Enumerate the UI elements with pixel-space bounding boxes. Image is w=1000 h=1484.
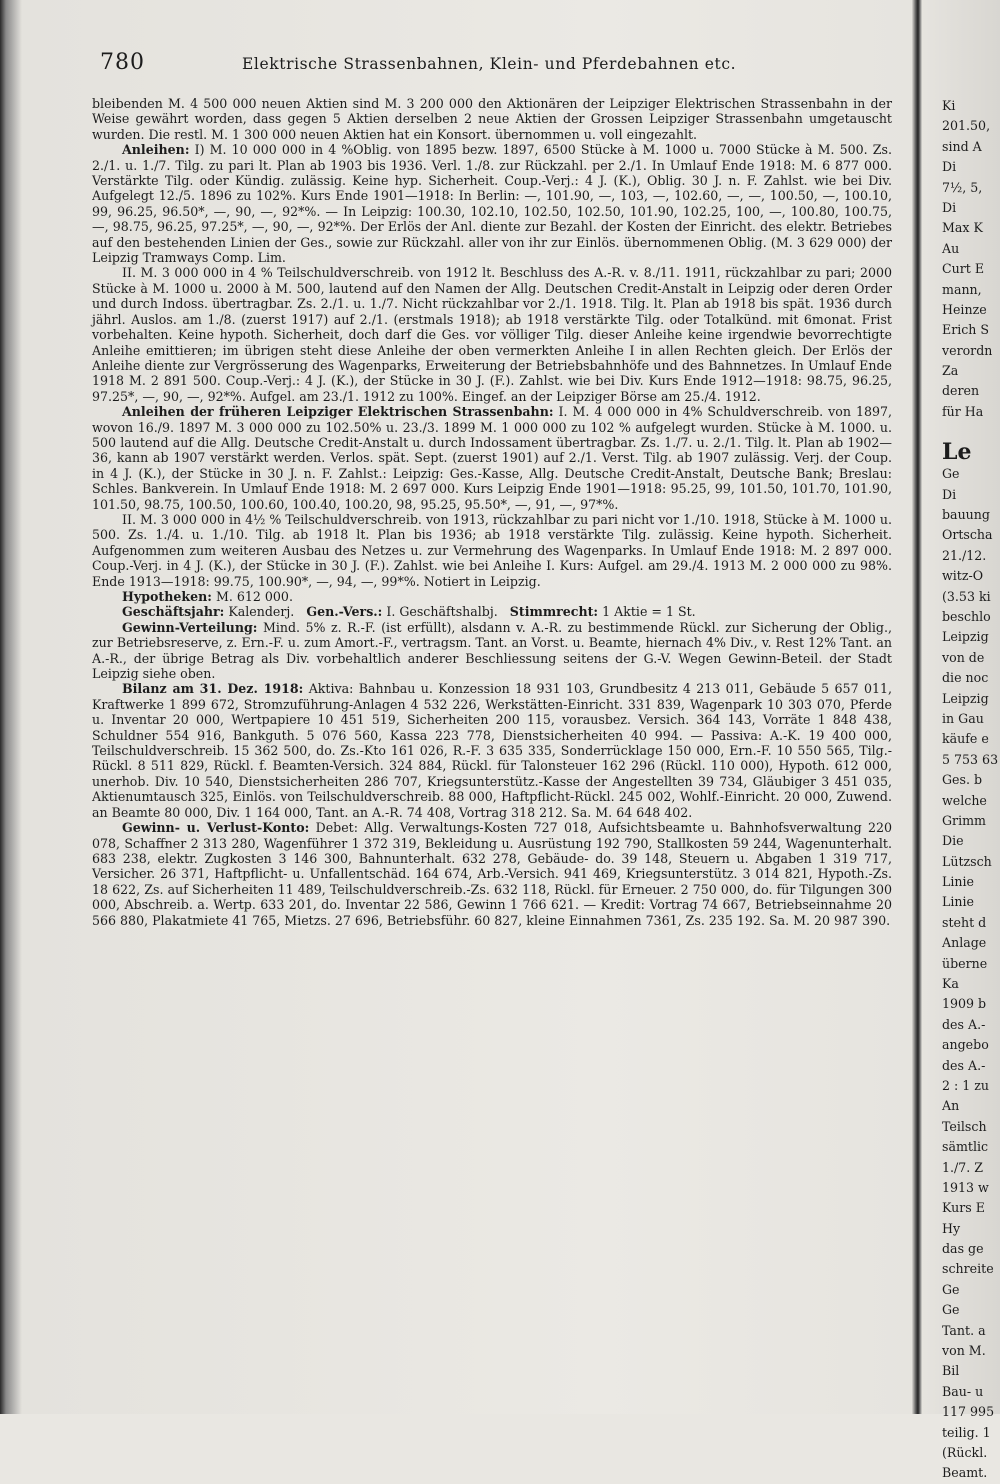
side-fragment-line: Ge xyxy=(942,1281,960,1297)
side-fragment-line: Die xyxy=(942,833,964,849)
text-anleihen-frueher: I. M. 4 000 000 in 4% Schuldverschreib. von 1897, wovon 16./9. 1897 M. 3 000 000 zu 102.50% u. 23./3. 1899 M. 1 000 000 zu 102 % aufgelegt wurden. Stücke à M. 1000. u. 500 lautend auf die Allg. Deutsche Credit-Anstalt u. durch Indossament übertragbar. Zs. 1./7. u. 2./1. Tilg. lt. Plan ab 1902—36, kann ab 1907 verstärkt werden. Verlos. spät. Sept. (zuerst 1901) auf 2./1. Verst. Tilg. ab 1907 zulässig. Verj. der Coup. in 4 J. (K.), der Stücke in 30 J. n. F. Zahlst.: Leipzig: Ges.-Kasse, Allg. Deutsche Credit-Anstalt, Deutsche Bank; Breslau: Schles. Bankverein. In Umlauf Ende 1918: M. 2 697 000. Kurs Leipzig Ende 1901—1918: 95.25, 99, 101.50, 101.70, 101.90, 101.50, 98.75, 100.50, 100.60, 100.40, 100.20, 98, 95.25, 95.50*, —, 91, —, 97*%. xyxy=(92,404,892,512)
side-fragment-line: Anlage xyxy=(942,935,987,951)
side-fragment-line: (3.53 ki xyxy=(942,588,991,604)
side-fragment-line: 201.50, xyxy=(942,118,991,134)
side-fragment-line: des A.- xyxy=(942,1016,986,1032)
side-fragment-line: 117 995 xyxy=(942,1404,995,1420)
text-stimmrecht: 1 Aktie = 1 St. xyxy=(602,604,696,620)
side-fragment-line: überne xyxy=(942,955,988,971)
label-anleihen-frueher: Anleihen der früheren Leipziger Elektrischen Strassenbahn: xyxy=(122,404,554,420)
paragraph-aktien: bleibenden M. 4 500 000 neuen Aktien sind M. 3 200 000 den Aktionären der Leipziger Elektrischen Strassenbahn in der Weise gewährt worden, dass gegen 5 Aktien derselben 2 neue Aktien der Grossen Leipziger Strassenbahn umgetauscht wurden. Die restl. M. 1 300 000 neuen Aktien hat ein Konsort. übernommen u. voll eingezahlt. xyxy=(92,96,892,142)
side-fragment-line: schreite xyxy=(942,1261,994,1277)
paragraph-gewinn-verteilung xyxy=(92,620,892,682)
side-fragment-line: steht d xyxy=(942,914,987,930)
paragraph-gewinn-verlust xyxy=(92,820,892,928)
running-head: Elektrische Strassenbahnen, Klein- und Pferdebahnen etc. xyxy=(242,55,737,73)
next-page-column-fragment xyxy=(942,96,1000,1481)
side-fragment-line: mann, xyxy=(942,281,982,297)
label-bilanz: Bilanz am 31. Dez. 1918: xyxy=(122,681,304,697)
side-fragment-line: Kurs E xyxy=(942,1200,985,1216)
side-fragment-line: angebo xyxy=(942,1037,989,1053)
book-gutter xyxy=(912,0,922,1414)
side-fragment-line: 2 : 1 zu xyxy=(942,1077,990,1093)
side-fragment-line: Ge xyxy=(942,1302,960,1318)
side-fragment-line: deren xyxy=(942,383,980,399)
text-bilanz: Aktiva: Bahnbau u. Konzession 18 931 103, Grundbesitz 4 213 011, Gebäude 5 657 011, Kraftwerke 1 899 672, Stromzuführung-Anlagen 4 532 226, Werkstätten-Einricht. 331 839, Wagenpark 10 303 070, Pferde u. Inventar 20 000, Wertpapiere 10 451 519, Sicherheiten 200 115, vorausbez. Versich. 364 143, Vorräte 1 848 438, Schuldner 554 916, Bankguth. 5 076 560, Kassa 223 778, Dienstsicherheiten 40 994. — Passiva: A.-K. 19 400 000, Teilschuldverschreib. 15 362 500, do. Zs.-Kto 161 026, R.-F. 3 635 335, Sonderrücklage 150 000, Ern.-F. 10 550 565, Tilg.-Rückl. 8 511 829, Rückl. f. Beamten-Versich. 324 884, Rückl. für Talonsteuer 162 296 (Rückl. 110 000), Hypoth. 612 000, unerhob. Div. 10 540, Dienstsicherheiten 286 707, Kriegsunterstütz.-Kasse der Angestellten 39 734, Gläubiger 3 451 035, Aktienumtausch 325, Einlös. von Teilschuldverschreib. 88 000, Haftpflicht-Rückl. 245 002, Wohlf.-Einricht. 20 000, Zuwend. an Beamte 80 000, Div. 1 164 000, Tant. an A.-R. 74 408, Vortrag 318 212. Sa. M. 64 648 402. xyxy=(92,681,892,820)
side-fragment-line: Ges. b xyxy=(942,772,983,788)
text-gewinn-verteilung: Mind. 5% z. R.-F. (ist erfüllt), alsdann v. A.-R. zu bestimmende Rückl. zur Sicherung der Oblig., zur Betriebsreserve, z. Ern.-F. u. zum Amort.-F., vertragsm. Tant. an Vorst. u. Beamte, hiernach 4% Div., v. Rest 12% Tant. an A.-R., der übrige Betrag als Div. vorbehaltlich anderer Beschliessung seitens der G.-V. Wegen Gewinn-Beteil. der Stadt Leipzig siehe oben. xyxy=(92,619,892,682)
side-fragment-line: teilig. 1 xyxy=(942,1424,991,1440)
paragraph-geschaeftsjahr xyxy=(92,604,892,619)
side-fragment-line: Teilsch xyxy=(942,1118,987,1134)
side-fragment-line: 5 753 63 xyxy=(942,751,999,767)
side-fragment-line: käufe e xyxy=(942,731,989,747)
side-fragment-line: Di xyxy=(942,486,957,502)
main-column xyxy=(92,96,892,1296)
label-gen-vers: Gen.-Vers.: xyxy=(306,604,383,620)
label-gewinn-verteilung: Gewinn-Verteilung: xyxy=(122,619,258,635)
side-fragment-line: von de xyxy=(942,649,985,665)
paragraph-hypotheken xyxy=(92,589,892,604)
side-fragment-line: Ka xyxy=(942,976,959,992)
side-fragment-line: in Gau xyxy=(942,710,984,726)
side-fragment-line: Lützsch xyxy=(942,853,992,869)
side-fragment-line: 1913 w xyxy=(942,1179,989,1195)
label-hypotheken: Hypotheken: xyxy=(122,589,212,604)
side-fragment-line: beschlo xyxy=(942,608,991,624)
side-fragment-line: 21./12. xyxy=(942,547,987,563)
page-header xyxy=(92,48,892,88)
text-hypotheken: M. 612 000. xyxy=(215,589,293,604)
text-gewinn-verlust: Debet: Allg. Verwaltungs-Kosten 727 018, Aufsichtsbeamte u. Bahnhofsverwaltung 220 078, Schaffner 2 313 280, Wagenführer 1 372 319, Bekleidung u. Ausrüstung 192 790, Stallkosten 59 244, Wagenunterhalt. 683 238, elektr. Zugkosten 3 146 300, Bahnunterhalt. 632 278, Gebäude- do. 39 148, Steuern u. Abgaben 1 319 717, Versicher. 26 371, Haftpflicht- u. Unfallentschäd. 164 674, Arb.-Versich. 941 469, Kriegsunterstütz. 3 014 821, Hypoth.-Zs. 18 622, Zs. auf Sicherheiten 11 489, Teilschuldverschreib.-Zs. 632 118, Rückl. für Erneuer. 2 750 000, do. für Tilgungen 300 000, Abschreib. a. Wertp. 633 201, do. Inventar 22 586, Gewinn 1 766 621. — Kredit: Vortrag 74 667, Betriebseinnahme 20 566 880, Plakatmiete 41 765, Mietzs. 27 696, Betriebsführ. 60 827, kleine Einnahmen 7361, Zs. 235 192. Sa. M. 20 987 390. xyxy=(92,820,892,928)
side-fragment-line: (Rückl. xyxy=(942,1445,988,1460)
side-fragment-line: Di xyxy=(942,199,957,215)
side-fragment-line: Linie xyxy=(942,894,974,910)
side-fragment-line: Di xyxy=(942,159,957,175)
side-fragment-line: Ge xyxy=(942,466,960,482)
label-stimmrecht: Stimmrecht: xyxy=(509,604,599,620)
side-fragment-line: Le xyxy=(942,439,972,466)
paragraph-anleihe-ii: II. M. 3 000 000 in 4 % Teilschuldverschreib. von 1912 lt. Beschluss des A.-R. v. 8./11. 1911, rückzahlbar zu pari; 2000 Stücke à M. 1000 u. 2000 à M. 500, lautend auf den Namen der Allg. Deutschen Credit-Anstalt in Leipzig oder deren Order und durch Indoss. übertragbar. Zs. 2./1. u. 1./7. Nicht rückzahlbar vor 2./1. 1918. Tilg. lt. Plan ab 1918 bis spät. 1936 durch jährl. Auslos. am 1./8. (zuerst 1917) auf 2./1. (erstmals 1918); ab 1918 verstärkte Tilg. oder Totalkünd. mit 6monat. Frist vorbehalten. Keine hypoth. Sicherheit, doch darf die Ges. vor völliger Tilg. dieser Anleihe keine irgendwie bevorrechtigte Anleihe emittieren; im übrigen steht diese Anleihe der oben vermerkten Anleihe I in allen Rechten gleich. Der Erlös der Anleihe diente zur Vergrösserung des Wagenparks, Erweiterung der Betriebsbahnhöfe und des Bahnnetzes. In Umlauf Ende 1918 M. 2 891 500. Coup.-Verj.: 4 J. (K.), der Stücke in 30 J. (F.). Zahlst. wie bei Div. Kurs Ende 1912—1918: 98.75, 96.25, 97.25*, —, 90, —, 92*%. Aufgel. am 23./1. 1912 zu 100%. Eingef. an der Leipziger Börse am 25./4. 1912. xyxy=(92,265,892,404)
side-fragment-line: 1./7. Z xyxy=(942,1159,984,1175)
side-fragment-line: Ki xyxy=(942,98,956,113)
side-fragment-line: witz-O xyxy=(942,568,984,584)
text-anleihen: I) M. 10 000 000 in 4 %Oblig. von 1895 bezw. 1897, 6500 Stücke à M. 1000 u. 7000 Stücke à M. 500. Zs. 2./1. u. 1./7. Tilg. zu pari lt. Plan ab 1903 bis 1936. Verl. 1./8. zur Rückzahl. per 2./1. In Umlauf Ende 1918: M. 6 877 000. Verstärkte Tilg. oder Kündig. zulässig. Keine hyp. Sicherheit. Coup.-Verj.: 4 J. (K.), Oblig. 30 J. n. F. Zahlst. wie bei Div. Aufgelegt 12./5. 1896 zu 102%. Kurs Ende 1901—1918: In Berlin: —, 101.90, —, 103, —, 102.60, —, —, 100.50, —, 100.10, 99, 96.25, 96.50*, —, 90, —, 92*%. — In Leipzig: 100.30, 102.10, 102.50, 102.50, 101.90, 102.25, 100, —, 100.80, 100.75, —, 98.75, 96.25, 97.25*, —, 90, —, 92*%. Der Erlös der Anl. diente zur Bezahl. der Kosten der Einricht. des elektr. Betriebes auf den bestehenden Linien der Ges., sowie zur Rückzahl. aller von ihr zur Einlös. übernommenen Oblig. (M. 3 629 000) der Leipzig Tramways Comp. Lim. xyxy=(92,142,892,266)
side-fragment-line: An xyxy=(942,1098,960,1114)
side-fragment-line: das ge xyxy=(942,1241,984,1257)
text-gen-vers: I. Geschäftshalbj. xyxy=(386,604,498,620)
side-fragment-line: Max K xyxy=(942,220,983,236)
side-fragment-line: Curt E xyxy=(942,261,985,277)
side-fragment-line: Leipzig xyxy=(942,629,989,645)
side-fragment-line: Linie xyxy=(942,874,974,890)
side-fragment-line: Erich S xyxy=(942,322,990,338)
side-fragment-line: sämtlic xyxy=(942,1139,989,1155)
side-fragment-line: Leipzig xyxy=(942,690,989,706)
paragraph-anleihen-frueher xyxy=(92,404,892,512)
side-fragment-line: 7½, 5, xyxy=(942,179,983,195)
label-geschaeftsjahr: Geschäftsjahr: xyxy=(122,604,225,620)
side-fragment-line: Tant. a xyxy=(942,1322,986,1338)
side-fragment-line: Za xyxy=(942,363,959,379)
paragraph-anleihen xyxy=(92,142,892,265)
side-fragment-line: für Ha xyxy=(942,403,984,419)
side-fragment-line: Au xyxy=(942,240,960,256)
side-fragment-line: sind A xyxy=(942,138,982,154)
text-geschaeftsjahr: Kalenderj. xyxy=(228,604,295,620)
side-fragment-line: Beamt. xyxy=(942,1465,988,1481)
side-fragment-line: bauung xyxy=(942,507,990,523)
side-fragment-line: 1909 b xyxy=(942,996,987,1012)
side-fragment-line: verordn xyxy=(942,342,993,358)
side-fragment-line: Ortscha xyxy=(942,527,993,543)
paragraph-anleihe-ii-1913: II. M. 3 000 000 in 4½ % Teilschuldverschreib. von 1913, rückzahlbar zu pari nicht vor 1./10. 1918, Stücke à M. 1000 u. 500. Zs. 1./4. u. 1./10. Tilg. ab 1918 lt. Plan bis 1936; ab 1918 verstärkte Tilg. zulässig. Keine hypoth. Sicherheit. Aufgenommen zum weiteren Ausbau des Netzes u. zur Vermehrung des Wagenparks. In Umlauf Ende 1918: M. 2 897 000. Coup.-Verj. in 4 J. (K.), der Stücke in 30 J. (F.). Zahlst. wie bei Anleihe I. Kurs: Aufgel. am 29./4. 1913 M. 2 000 000 zu 98%. Ende 1913—1918: 99.75, 100.90*, —, 94, —, 99*%. Notiert in Leipzig. xyxy=(92,511,892,589)
label-gewinn-verlust: Gewinn- u. Verlust-Konto: xyxy=(122,820,310,836)
side-fragment-line: Bau- u xyxy=(942,1383,984,1399)
side-fragment-line: Hy xyxy=(942,1220,961,1236)
side-fragment-line: welche xyxy=(942,792,987,808)
label-anleihen: Anleihen: xyxy=(122,142,190,158)
side-fragment-line: Grimm xyxy=(942,812,986,828)
page-number: 780 xyxy=(100,50,145,75)
paragraph-bilanz xyxy=(92,681,892,820)
side-fragment-line: die noc xyxy=(942,670,989,686)
side-fragment-line: Heinze xyxy=(942,301,987,317)
side-fragment-line: des A.- xyxy=(942,1057,986,1073)
side-fragment-line: von M. xyxy=(942,1343,986,1359)
side-fragment-line: Bil xyxy=(942,1363,960,1379)
